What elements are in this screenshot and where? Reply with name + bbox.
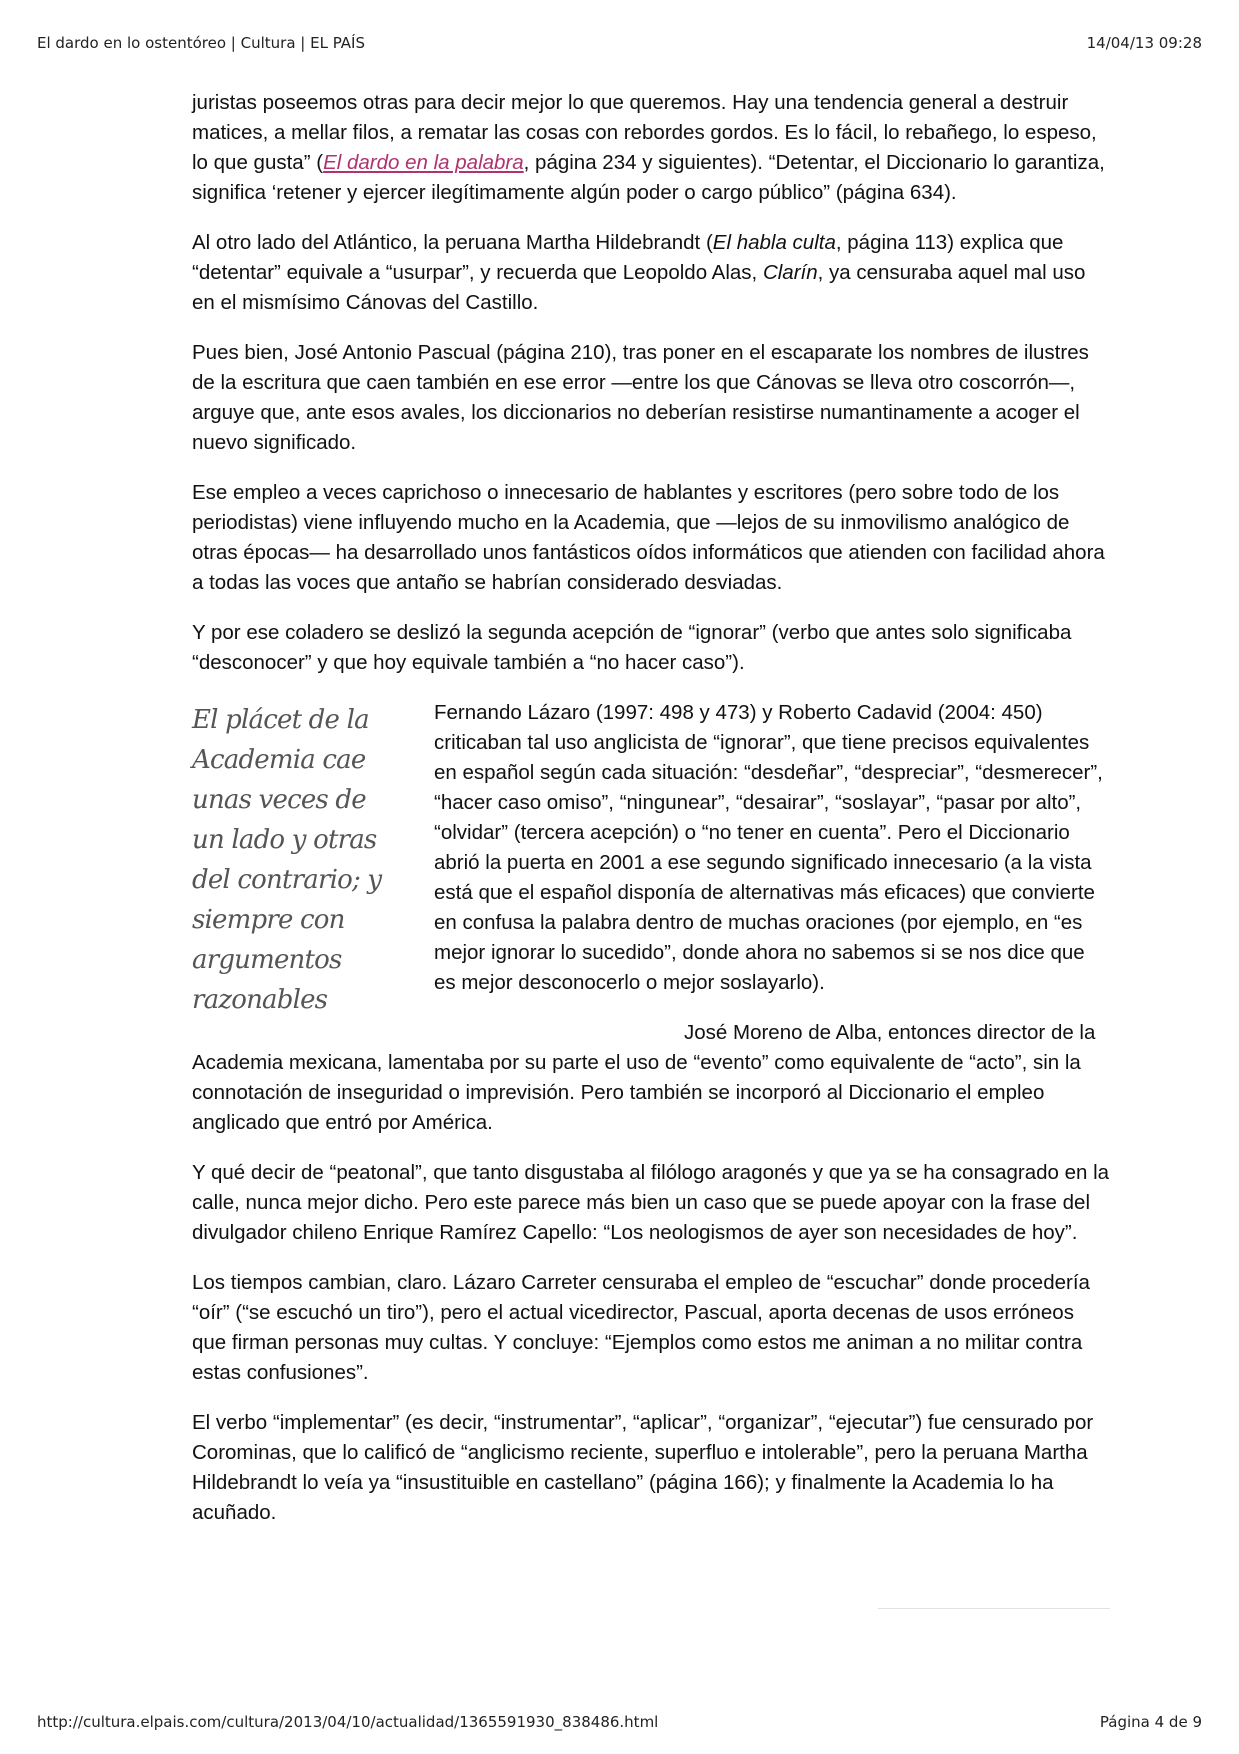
paragraph: El verbo “implementar” (es decir, “instrumentar”, “aplicar”, “organizar”, “ejecutar”) fue censurado por Corominas, que lo calificó de “anglicismo reciente, superfluo e intolerable”, pero la peruana Martha Hildebrandt lo veía ya “insustituible en castellano” (página 166); y finalmente la Academia lo ha acuñado. [192, 1411, 1094, 1524]
paragraph-text: , página 113) explica que “detentar” equivale a “usurpar”, y recuerda que Leopoldo Alas, [192, 231, 1064, 284]
paragraph [192, 88, 1112, 208]
paragraph: Y por ese coladero se deslizó la segunda acepción de “ignorar” (verbo que antes solo significaba “desconocer” y que hoy equivale también a “no hacer caso”). [192, 621, 1072, 674]
divider [878, 1608, 1110, 1609]
paragraph-text: , página 234 y siguientes). “Detentar, el Diccionario lo garantiza, significa ‘retener y ejercer ilegítimamente algún poder o cargo público” (página 634). [192, 151, 1105, 204]
book-link[interactable]: El dardo en la palabra [323, 151, 524, 174]
book-title: El habla culta [712, 231, 836, 254]
paragraph: José Moreno de Alba, entonces director de la Academia mexicana, lamentaba por su parte el uso de “evento” como equivalente de “acto”, sin la connotación de inseguridad o imprevisión. Pero también se incorporó al Diccionario el empleo anglicado que entró por América. [192, 1021, 1096, 1134]
paragraph: Fernando Lázaro (1997: 498 y 473) y Roberto Cadavid (2004: 450) criticaban tal uso anglicista de “ignorar”, que tiene precisos equivalentes en español según cada situación: “desdeñar”, “despreciar”, “desmerecer”, “hacer caso omiso”, “ningunear”, “desairar”, “soslayar”, “pasar por alto”, “olvidar” (tercera acepción) o “no tener en cuenta”. Pero el Diccionario abrió la puerta en 2001 a ese segundo significado innecesario (a la vista está que el español disponía de alternativas más eficaces) que convierte en confusa la palabra dentro de muchas oraciones (por ejemplo, en “es mejor ignorar lo sucedido”, donde ahora no sabemos si se nos dice que es mejor desconocerlo o mejor soslayarlo). [434, 701, 1103, 994]
paragraph-text: Al otro lado del Atlántico, la peruana Martha Hildebrandt ( [192, 231, 713, 254]
article-body [192, 88, 1112, 1548]
paragraph [192, 228, 1112, 318]
paragraph-text: , ya censuraba aquel mal uso en el mismísimo Cánovas del Castillo. [192, 261, 1086, 314]
page-header-title: El dardo en lo ostentóreo | Cultura | EL PAÍS [37, 34, 365, 52]
paragraph: Los tiempos cambian, claro. Lázaro Carreter censuraba el empleo de “escuchar” donde procedería “oír” (“se escuchó un tiro”), pero el actual vicedirector, Pascual, aporta decenas de usos erróneos que firman personas muy cultas. Y concluye: “Ejemplos como estos me animan a no militar contra estas confusiones”. [192, 1271, 1090, 1384]
page-footer-page-number: Página 4 de 9 [1099, 1713, 1202, 1731]
paragraph: Ese empleo a veces caprichoso o innecesario de hablantes y escritores (pero sobre todo de los periodistas) viene influyendo mucho en la Academia, que —lejos de su inmovilismo analógico de otras épocas— ha desarrollado unos fantásticos oídos informáticos que atienden con facilidad ahora a todas las voces que antaño se habrían considerado desviadas. [192, 481, 1105, 594]
page-footer-url: http://cultura.elpais.com/cultura/2013/04/10/actualidad/1365591930_838486.html [37, 1713, 659, 1731]
author-alias: Clarín [762, 261, 818, 284]
page-header-datetime: 14/04/13 09:28 [1086, 34, 1202, 52]
paragraph: Y qué decir de “peatonal”, que tanto disgustaba al filólogo aragonés y que ya se ha consagrado en la calle, nunca mejor dicho. Pero este parece más bien un caso que se puede apoyar con la frase del divulgador chileno Enrique Ramírez Capello: “Los neologismos de ayer son necesidades de hoy”. [192, 1161, 1110, 1244]
paragraph-text: juristas poseemos otras para decir mejor lo que queremos. Hay una tendencia general a destruir matices, a mellar filos, a rematar las cosas con rebordes gordos. Es lo fácil, lo rebañego, lo espeso, lo que gusta” ( [192, 91, 1097, 174]
pull-quote: El plácet de la Academia cae unas veces de un lado y otras del contrario; y siempre con argumentos razonables [192, 705, 382, 1015]
paragraph: Pues bien, José Antonio Pascual (página 210), tras poner en el escaparate los nombres de ilustres de la escritura que caen también en ese error —entre los que Cánovas se lleva otro coscorrón—, arguye que, ante esos avales, los diccionarios no deberían resistirse numantinamente a acoger el nuevo significado. [192, 341, 1089, 454]
